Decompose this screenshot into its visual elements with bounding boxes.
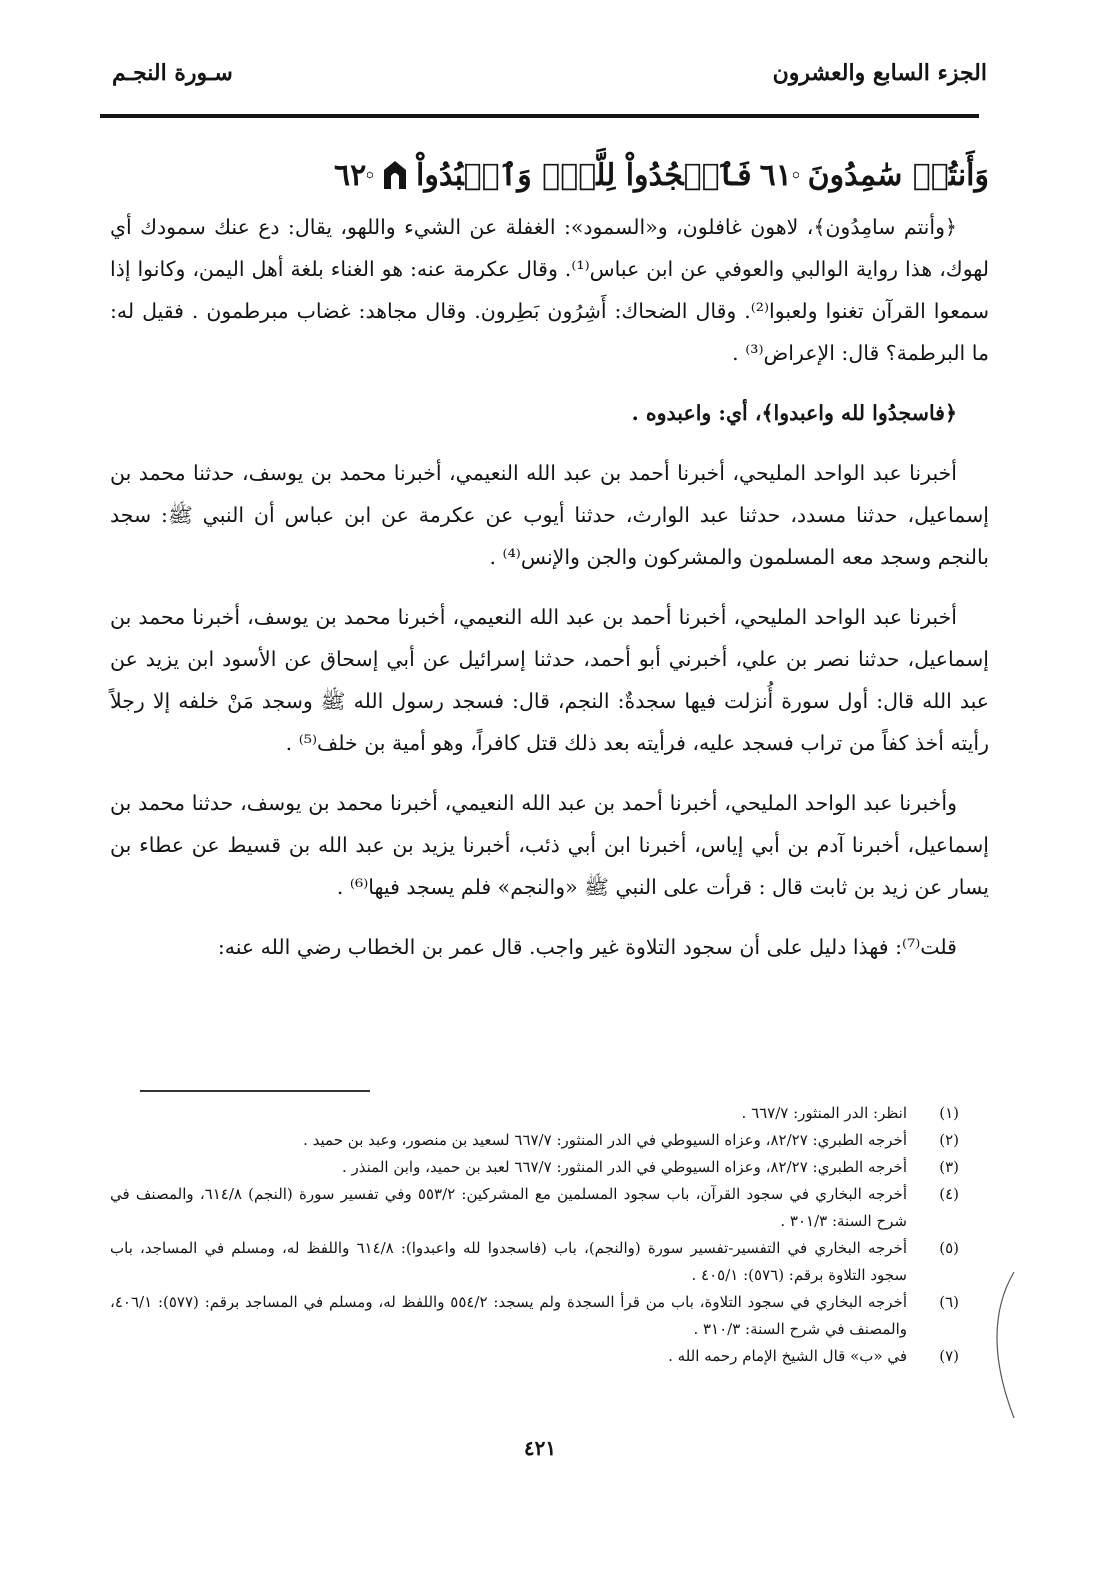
paragraph: ﴿فاسجدُوا لله واعبدوا﴾، أي: واعبدوه . bbox=[631, 401, 957, 425]
footnote-text: أخرجه البخاري في سجود التلاوة، باب من قرأ السجدة ولم يسجد: ٥٥٤/٢ واللفظ له، ومسلم في المساجد برقم: (٥٧٧): ٤٠٦/١، والمصنف في شرح السنة: ٣١٠/٣ . bbox=[110, 1293, 907, 1338]
footnote bbox=[110, 1154, 959, 1181]
footnote bbox=[110, 1289, 959, 1343]
footnote bbox=[110, 1127, 959, 1154]
ayah-number: ٦١ bbox=[759, 157, 792, 193]
ayah-marker-61 bbox=[760, 155, 800, 195]
footnote-text: أخرجه الطبري: ٨٢/٢٧، وعزاه السيوطي في الدر المنثور: ٦٦٧/٧ لعبد بن حميد، وابن المنذر . bbox=[341, 1158, 907, 1176]
footnote-number: (٧) bbox=[939, 1347, 959, 1365]
footnote-number: (٥) bbox=[939, 1239, 959, 1257]
verse-text-61: وَأَنتُمۡ سَٰمِدُونَ bbox=[807, 157, 989, 193]
footnote-number: (١) bbox=[939, 1104, 959, 1122]
quran-verse bbox=[334, 140, 989, 210]
footnote-text: في «ب» قال الشيخ الإمام رحمه الله . bbox=[668, 1347, 907, 1365]
footnote-number: (٣) bbox=[939, 1158, 959, 1176]
paragraph: ﴿وأنتم سامِدُون﴾، لاهون غافلون، و«السمود»: الغفلة عن الشيء واللهو، يقال: دع عنك سمودك أي لهوك، هذا رواية الوالبي والعوفي عن ابن عباس⁽¹⁾. وقال عكرمة عنه: هو الغناء بلغة أهل اليمن، وكانوا إذا سمعوا القرآن تغنوا ولعبوا⁽²⁾. وقال الضحاك: أَشِرُون بَطِرون. وقال مجاهد: غضاب مبرطمون . فقيل له: ما البرطمة؟ قال: الإعراض⁽³⁾ . bbox=[110, 215, 989, 365]
footnote bbox=[110, 1100, 959, 1127]
ayah-number: ٦٢ bbox=[334, 157, 367, 193]
footnote-number: (٦) bbox=[939, 1293, 959, 1311]
paragraph: أخبرنا عبد الواحد المليحي، أخبرنا أحمد بن عبد الله النعيمي، أخبرنا محمد بن يوسف، حدثنا محمد بن إسماعيل، حدثنا مسدد، حدثنا عبد الوارث، حدثنا أيوب عن عكرمة عن ابن عباس أن النبي ﷺ: سجد بالنجم وسجد معه المسلمون والمشركون والجن والإنس⁽⁴⁾ . bbox=[110, 461, 989, 569]
ayah-marker-62 bbox=[334, 155, 374, 195]
footnote-number: (٢) bbox=[939, 1131, 959, 1149]
footnotes bbox=[110, 1100, 959, 1370]
paragraph: وأخبرنا عبد الواحد المليحي، أخبرنا أحمد بن عبد الله النعيمي، أخبرنا محمد بن يوسف، حدثنا محمد بن إسماعيل، أخبرنا آدم بن أبي إياس، أخبرنا ابن أبي ذئب، أخبرنا يزيد بن عبد الله بن قسيط عن عطاء بن يسار عن زيد بن ثابت قال : قرأت على النبي ﷺ «والنجم» فلم يسجد فيها⁽⁶⁾ . bbox=[110, 791, 989, 899]
verse-text-62: فَٱسۡجُدُواْ لِلَّهِۤ وَٱعۡبُدُواْ bbox=[416, 157, 752, 193]
paragraph: قلت⁽⁷⁾: فهذا دليل على أن سجود التلاوة غير واجب. قال عمر بن الخطاب رضي الله عنه: bbox=[217, 935, 957, 959]
surah-title: سـورة النجـم bbox=[112, 60, 233, 86]
footnote-text: أخرجه الطبري: ٨٢/٢٧، وعزاه السيوطي في الدر المنثور: ٦٦٧/٧ لسعيد بن منصور، وعبد بن حميد . bbox=[303, 1131, 907, 1149]
ayah-ornament-icon bbox=[366, 155, 374, 195]
footnote-text: انظر: الدر المنثور: ٦٦٧/٧ . bbox=[741, 1104, 907, 1122]
footnote bbox=[110, 1343, 959, 1370]
commentary-body bbox=[110, 206, 989, 986]
footnote-text: أخرجه البخاري في التفسير-تفسير سورة (والنجم)، باب (فاسجدوا لله واعبدوا): ٦١٤/٨ واللفظ له، ومسلم في المساجد، باب سجود التلاوة برقم: (٥٧٦): ٤٠٥/١ . bbox=[110, 1239, 907, 1284]
footnote-number: (٤) bbox=[939, 1185, 959, 1203]
footnote bbox=[110, 1235, 959, 1289]
running-header bbox=[112, 60, 987, 100]
page-number: ٤٢١ bbox=[523, 1436, 557, 1460]
footnote-rule bbox=[140, 1090, 370, 1092]
juz-title: الجزء السابع والعشرون bbox=[772, 60, 987, 86]
header-rule bbox=[100, 114, 979, 118]
footnote bbox=[110, 1181, 959, 1235]
ayah-ornament-icon bbox=[792, 155, 800, 195]
scan-margin-mark bbox=[978, 1270, 1018, 1420]
footnote-text: أخرجه البخاري في سجود القرآن، باب سجود المسلمين مع المشركين: ٥٥٣/٢ وفي تفسير سورة (النجم) ٦١٤/٨، والمصنف في شرح السنة: ٣٠١/٣ . bbox=[110, 1185, 907, 1230]
sajda-mark-icon bbox=[382, 160, 408, 190]
paragraph: أخبرنا عبد الواحد المليحي، أخبرنا أحمد بن عبد الله النعيمي، أخبرنا محمد بن يوسف، أخبرنا محمد بن إسماعيل، حدثنا نصر بن علي، أخبرني أبو أحمد، حدثنا إسرائيل عن أبي إسحاق عن الأسود ابن يزيد عن عبد الله قال: أول سورة أُنزلت فيها سجدةٌ: النجم، قال: فسجد رسول الله ﷺ وسجد مَنْ خلفه إلا رجلاً رأيته أخذ كفاً من تراب فسجد عليه، فرأيته بعد ذلك قتل كافراً، وهو أمية بن خلف⁽⁵⁾ . bbox=[110, 605, 989, 755]
